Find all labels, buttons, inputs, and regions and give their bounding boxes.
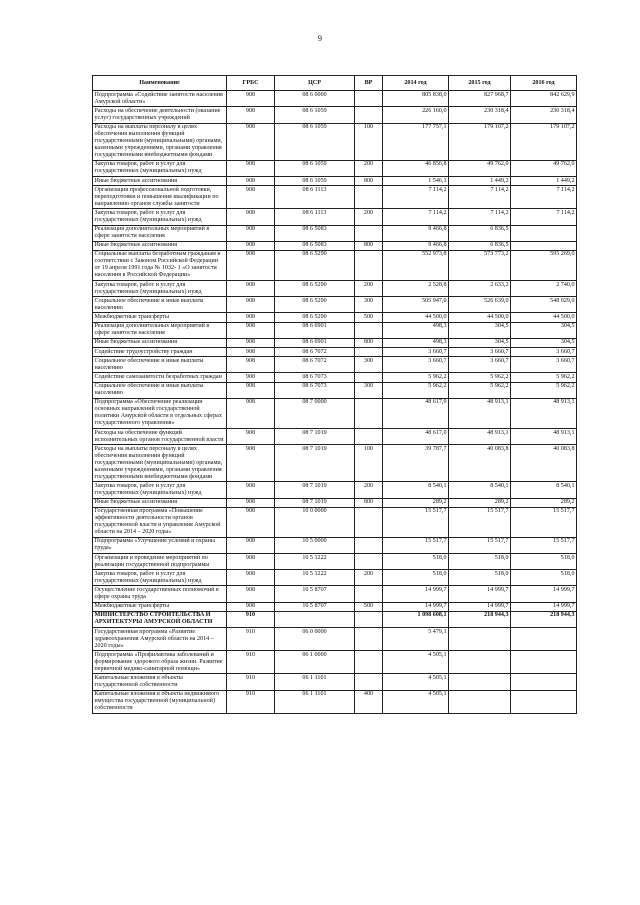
cell-2014: 39 787,7 [383,445,449,482]
cell-vr: 200 [355,281,383,297]
table-row [93,373,577,382]
cell-vr [355,586,383,602]
cell-2015: 827 968,7 [449,91,511,107]
cell-2014: 498,3 [383,338,449,347]
cell-vr [355,250,383,280]
header-name: Наименование [93,76,227,91]
cell-2016: 44 500,0 [511,313,577,322]
cell-2016 [511,690,577,713]
cell-grbs: 910 [227,628,275,651]
cell-2014: 15 517,7 [383,537,449,553]
cell-2016: 3 660,7 [511,348,577,357]
cell-2016: 5 962,2 [511,373,577,382]
table-row [93,281,577,297]
cell-2015: 3 660,7 [449,357,511,373]
cell-csr: 08 6 7072 [275,348,355,357]
cell-name: Социальное обеспечение и иные выплаты населению [93,297,227,313]
cell-name: Капитальные вложения в объекты государственной собственности [93,674,227,690]
cell-2014: 5 962,2 [383,382,449,398]
cell-vr [355,628,383,651]
cell-grbs: 908 [227,281,275,297]
cell-name: Капитальные вложения в объекты недвижимого имущества государственной (муниципальной) собственности [93,690,227,713]
cell-2016 [511,628,577,651]
cell-name: Расходы на выплаты персоналу в целях обеспечения выполнения функций государственными (муниципальными) органами, казенными учреждениями, органами управления государственными внебюджетными фондами [93,445,227,482]
cell-grbs: 908 [227,313,275,322]
cell-grbs: 908 [227,225,275,241]
table-row [93,690,577,713]
cell-2015: 48 913,1 [449,398,511,428]
cell-2016: 518,0 [511,570,577,586]
budget-table [92,75,577,714]
cell-csr: 06 1 1101 [275,674,355,690]
cell-csr: 08 6 5290 [275,281,355,297]
table-row [93,313,577,322]
cell-grbs: 908 [227,357,275,373]
cell-2014: 9 466,8 [383,241,449,250]
cell-2016: 14 999,7 [511,586,577,602]
cell-grbs: 908 [227,348,275,357]
cell-2016: 15 517,7 [511,507,577,537]
cell-vr [355,398,383,428]
cell-name: Социальные выплаты безработным гражданам в соответствии с Законом Российской Федерации от 19 апреля 1991 года № 1032- 1 «О занятости населения в Российской Федерации» [93,250,227,280]
cell-vr [355,611,383,627]
cell-csr [275,611,355,627]
cell-2014: 9 466,8 [383,225,449,241]
cell-2014: 2 528,8 [383,281,449,297]
table-row [93,398,577,428]
cell-2016: 15 517,7 [511,537,577,553]
cell-name: Осуществление государственных полномочий в сфере охраны труда [93,586,227,602]
cell-2014: 3 660,7 [383,348,449,357]
table-row [93,209,577,225]
cell-2015: 518,0 [449,554,511,570]
cell-csr: 08 6 7073 [275,373,355,382]
table-row [93,570,577,586]
cell-csr: 08 6 5290 [275,297,355,313]
cell-name: МИНИСТЕРСТВО СТРОИТЕЛЬСТВА И АРХИТЕКТУРЫ АМУРСКОЙ ОБЛАСТИ [93,611,227,627]
cell-csr: 08 6 1059 [275,160,355,176]
cell-2015 [449,651,511,674]
cell-vr [355,322,383,338]
table-row [93,611,577,627]
cell-2016 [511,225,577,241]
cell-grbs: 908 [227,297,275,313]
table-row [93,176,577,185]
cell-2014: 4 505,1 [383,690,449,713]
cell-grbs: 908 [227,602,275,611]
cell-name: Иные бюджетные ассигнования [93,498,227,507]
cell-vr: 200 [355,209,383,225]
cell-2014: 5 962,2 [383,373,449,382]
cell-vr [355,507,383,537]
cell-2016: 289,2 [511,498,577,507]
cell-grbs: 908 [227,570,275,586]
cell-2016: 5 962,2 [511,382,577,398]
table-row [93,674,577,690]
table-row [93,338,577,347]
table-row [93,537,577,553]
cell-2014: 5 479,1 [383,628,449,651]
cell-2015: 8 540,1 [449,482,511,498]
cell-csr: 10 5 8707 [275,586,355,602]
cell-grbs: 908 [227,482,275,498]
cell-grbs: 908 [227,322,275,338]
cell-name: Организация профессиональной подготовки, переподготовки и повышения квалификации по направлению органов службы занятости [93,186,227,209]
cell-vr: 400 [355,690,383,713]
table-row [93,322,577,338]
cell-2016 [511,674,577,690]
cell-2015: 44 500,0 [449,313,511,322]
cell-grbs: 908 [227,338,275,347]
cell-2016: 2 740,0 [511,281,577,297]
cell-2016: 304,5 [511,338,577,347]
cell-2014: 552 973,8 [383,250,449,280]
cell-vr: 800 [355,176,383,185]
cell-grbs: 908 [227,398,275,428]
table-row [93,297,577,313]
cell-csr: 06 1 1101 [275,690,355,713]
cell-name: Закупка товаров, работ и услуг для государственных (муниципальных) нужд [93,281,227,297]
cell-vr [355,674,383,690]
cell-grbs: 908 [227,209,275,225]
cell-vr [355,373,383,382]
cell-grbs: 908 [227,428,275,444]
cell-name: Социальное обеспечение и иные выплаты населению [93,357,227,373]
cell-name: Иные бюджетные ассигнования [93,241,227,250]
cell-name: Реализация дополнительных мероприятий в сфере занятости населения [93,322,227,338]
cell-2016: 49 762,0 [511,160,577,176]
cell-grbs: 908 [227,373,275,382]
cell-grbs: 908 [227,91,275,107]
cell-2015: 526 639,0 [449,297,511,313]
cell-2014: 177 757,1 [383,123,449,160]
cell-vr: 500 [355,313,383,322]
cell-name: Иные бюджетные ассигнования [93,176,227,185]
cell-2015: 5 962,2 [449,373,511,382]
cell-name: Государственная программа «Развитие здравоохранения Амурской области на 2014 – 2020 годы» [93,628,227,651]
page-number: 9 [318,34,322,43]
cell-vr: 200 [355,160,383,176]
cell-2014: 289,2 [383,498,449,507]
cell-csr: 08 7 1019 [275,428,355,444]
cell-2015: 7 114,2 [449,186,511,209]
cell-2015 [449,690,511,713]
cell-csr: 08 7 1019 [275,445,355,482]
cell-2016: 8 540,1 [511,482,577,498]
cell-grbs: 908 [227,241,275,250]
cell-name: Закупка товаров, работ и услуг для государственных (муниципальных) нужд [93,482,227,498]
header-csr: ЦСР [275,76,355,91]
table-row [93,586,577,602]
cell-csr: 08 6 7073 [275,382,355,398]
cell-2015: 14 999,7 [449,602,511,611]
cell-vr: 300 [355,382,383,398]
cell-2016: 7 114,2 [511,209,577,225]
table-row [93,651,577,674]
cell-csr: 08 6 7072 [275,357,355,373]
table-row [93,160,577,176]
cell-vr [355,537,383,553]
cell-2014: 498,3 [383,322,449,338]
table-row [93,91,577,107]
cell-2016: 40 083,8 [511,445,577,482]
cell-2014: 14 999,7 [383,602,449,611]
cell-2015: 5 962,2 [449,382,511,398]
cell-2015 [449,628,511,651]
cell-2015: 2 633,2 [449,281,511,297]
cell-csr: 10 5 1222 [275,554,355,570]
cell-name: Подпрограмма «Содействие занятости населения Амурской области» [93,91,227,107]
table-row [93,445,577,482]
header-vr: ВР [355,76,383,91]
cell-2014: 48 617,0 [383,428,449,444]
cell-name: Закупка товаров, работ и услуг для государственных (муниципальных) нужд [93,160,227,176]
cell-vr [355,107,383,123]
table-row [93,225,577,241]
cell-grbs: 910 [227,690,275,713]
cell-2014: 518,0 [383,570,449,586]
cell-csr: 08 6 0000 [275,91,355,107]
cell-name: Закупка товаров, работ и услуг для государственных (муниципальных) нужд [93,209,227,225]
cell-grbs: 908 [227,554,275,570]
cell-2014: 518,0 [383,554,449,570]
cell-2015: 6 836,5 [449,225,511,241]
table-row [93,482,577,498]
table-header-row [93,76,577,91]
cell-vr: 200 [355,570,383,586]
cell-csr: 08 6 1059 [275,123,355,160]
cell-2014: 505 947,0 [383,297,449,313]
cell-2015: 6 836,5 [449,241,511,250]
cell-csr: 08 7 1019 [275,498,355,507]
cell-vr: 200 [355,482,383,498]
cell-2016 [511,651,577,674]
table-row [93,186,577,209]
header-2014: 2014 год [383,76,449,91]
cell-vr: 500 [355,602,383,611]
cell-2015: 49 762,0 [449,160,511,176]
cell-2015: 573 773,2 [449,250,511,280]
cell-2016: 548 029,0 [511,297,577,313]
cell-csr: 08 6 1059 [275,107,355,123]
table-row [93,107,577,123]
cell-2016: 14 999,7 [511,602,577,611]
cell-2016: 518,0 [511,554,577,570]
cell-name: Подпрограмма «Обеспечение реализации основных направлений государственной политики Амурской области в отдельных сферах государственного управления» [93,398,227,428]
table-body [93,91,577,714]
table-row [93,628,577,651]
cell-csr: 06 1 0000 [275,651,355,674]
cell-vr [355,428,383,444]
cell-2015: 179 107,2 [449,123,511,160]
cell-vr [355,348,383,357]
cell-2016: 179 107,2 [511,123,577,160]
cell-csr: 08 6 1113 [275,209,355,225]
table-row [93,498,577,507]
cell-csr: 08 6 1113 [275,186,355,209]
cell-name: Закупка товаров, работ и услуг для государственных (муниципальных) нужд [93,570,227,586]
cell-2016: 304,5 [511,322,577,338]
table-row [93,357,577,373]
cell-2016: 48 913,1 [511,398,577,428]
cell-vr: 800 [355,498,383,507]
cell-vr [355,225,383,241]
cell-csr: 10 0 0000 [275,507,355,537]
cell-grbs: 908 [227,586,275,602]
cell-2014: 44 500,0 [383,313,449,322]
cell-2015: 218 944,3 [449,611,511,627]
cell-name: Реализация дополнительных мероприятий в сфере занятости населения [93,225,227,241]
cell-2015: 14 999,7 [449,586,511,602]
cell-grbs: 908 [227,445,275,482]
cell-csr: 06 0 0000 [275,628,355,651]
cell-2014: 46 856,8 [383,160,449,176]
cell-2015: 230 318,4 [449,107,511,123]
cell-grbs: 908 [227,537,275,553]
cell-csr: 10 5 0000 [275,537,355,553]
cell-name: Социальное обеспечение и иные выплаты населению [93,382,227,398]
cell-csr: 10 5 1222 [275,570,355,586]
cell-name: Расходы на выплаты персоналу в целях обеспечения выполнения функций государственными (муниципальными) органами, казенными учреждениями, органами управления государственными внебюджетными фондами [93,123,227,160]
cell-grbs: 908 [227,250,275,280]
cell-2014: 8 540,1 [383,482,449,498]
table-row [93,382,577,398]
cell-vr: 800 [355,338,383,347]
cell-name: Расходы на обеспечение деятельности (оказание услуг) государственных учреждений [93,107,227,123]
cell-grbs: 908 [227,507,275,537]
cell-csr: 08 6 5083 [275,225,355,241]
cell-2014: 1 098 608,1 [383,611,449,627]
cell-name: Содействие самозанятости безработных граждан [93,373,227,382]
cell-name: Межбюджетные трансферты [93,602,227,611]
cell-2015: 304,5 [449,322,511,338]
cell-csr: 08 6 6901 [275,338,355,347]
cell-csr: 08 7 1019 [275,482,355,498]
cell-name: Содействие трудоустройству граждан [93,348,227,357]
cell-2015: 518,0 [449,570,511,586]
cell-name: Иные бюджетные ассигнования [93,338,227,347]
cell-csr: 08 6 5290 [275,313,355,322]
cell-2016: 842 629,9 [511,91,577,107]
header-2016: 2016 год [511,76,577,91]
cell-2014: 7 114,2 [383,209,449,225]
table-row [93,348,577,357]
cell-name: Организация и проведение мероприятий по реализации государственной подпрограммы [93,554,227,570]
cell-2016: 7 114,2 [511,186,577,209]
cell-name: Государственная программа «Повышение эффективности деятельности органов государственной власти и управления Амурской области на 2014 – 2020 годы» [93,507,227,537]
cell-grbs: 908 [227,186,275,209]
table-row [93,602,577,611]
cell-2015 [449,674,511,690]
cell-name: Подпрограмма «Профилактика заболеваний и формирование здорового образа жизни. Развитие первичной медико-санитарной помощи» [93,651,227,674]
cell-grbs: 908 [227,176,275,185]
cell-2015: 304,5 [449,338,511,347]
cell-csr: 08 6 5083 [275,241,355,250]
table-row [93,241,577,250]
cell-csr: 08 7 0000 [275,398,355,428]
cell-2014: 48 617,0 [383,398,449,428]
cell-2016: 3 660,7 [511,357,577,373]
cell-csr: 08 6 1059 [275,176,355,185]
cell-2015: 1 449,2 [449,176,511,185]
cell-grbs: 908 [227,123,275,160]
cell-grbs: 910 [227,674,275,690]
cell-2014: 15 517,7 [383,507,449,537]
table-row [93,428,577,444]
cell-2015: 15 517,7 [449,537,511,553]
cell-2015: 289,2 [449,498,511,507]
cell-2014: 226 160,0 [383,107,449,123]
cell-vr: 300 [355,357,383,373]
cell-2016: 595 269,0 [511,250,577,280]
cell-2014: 805 838,0 [383,91,449,107]
table-row [93,123,577,160]
cell-vr: 800 [355,241,383,250]
cell-grbs: 908 [227,382,275,398]
cell-2014: 14 999,7 [383,586,449,602]
cell-grbs: 908 [227,498,275,507]
cell-2016 [511,241,577,250]
cell-name: Расходы на обеспечение функций исполнительных органов государственной власти [93,428,227,444]
cell-2015: 15 517,7 [449,507,511,537]
cell-grbs: 908 [227,160,275,176]
cell-2014: 7 114,2 [383,186,449,209]
cell-2016: 1 449,2 [511,176,577,185]
cell-vr [355,651,383,674]
cell-2014: 4 505,1 [383,674,449,690]
table-row [93,250,577,280]
cell-2016: 218 944,3 [511,611,577,627]
header-2015: 2015 год [449,76,511,91]
cell-2016: 230 318,4 [511,107,577,123]
cell-2016: 48 913,1 [511,428,577,444]
cell-vr [355,186,383,209]
cell-2014: 1 546,1 [383,176,449,185]
cell-2015: 40 083,8 [449,445,511,482]
cell-2015: 48 913,1 [449,428,511,444]
cell-grbs: 910 [227,651,275,674]
cell-2015: 7 114,2 [449,209,511,225]
cell-csr: 08 6 6901 [275,322,355,338]
table-row [93,507,577,537]
cell-vr [355,554,383,570]
cell-csr: 10 5 8707 [275,602,355,611]
header-grbs: ГРБС [227,76,275,91]
cell-grbs: 908 [227,107,275,123]
cell-name: Подпрограмма «Улучшение условий и охраны труда» [93,537,227,553]
cell-csr: 08 6 5290 [275,250,355,280]
cell-vr [355,91,383,107]
cell-grbs: 910 [227,611,275,627]
cell-2014: 3 660,7 [383,357,449,373]
cell-2014: 4 505,1 [383,651,449,674]
cell-2015: 3 660,7 [449,348,511,357]
cell-name: Межбюджетные трансферты [93,313,227,322]
cell-vr: 100 [355,445,383,482]
cell-vr: 100 [355,123,383,160]
cell-vr: 300 [355,297,383,313]
table-row [93,554,577,570]
